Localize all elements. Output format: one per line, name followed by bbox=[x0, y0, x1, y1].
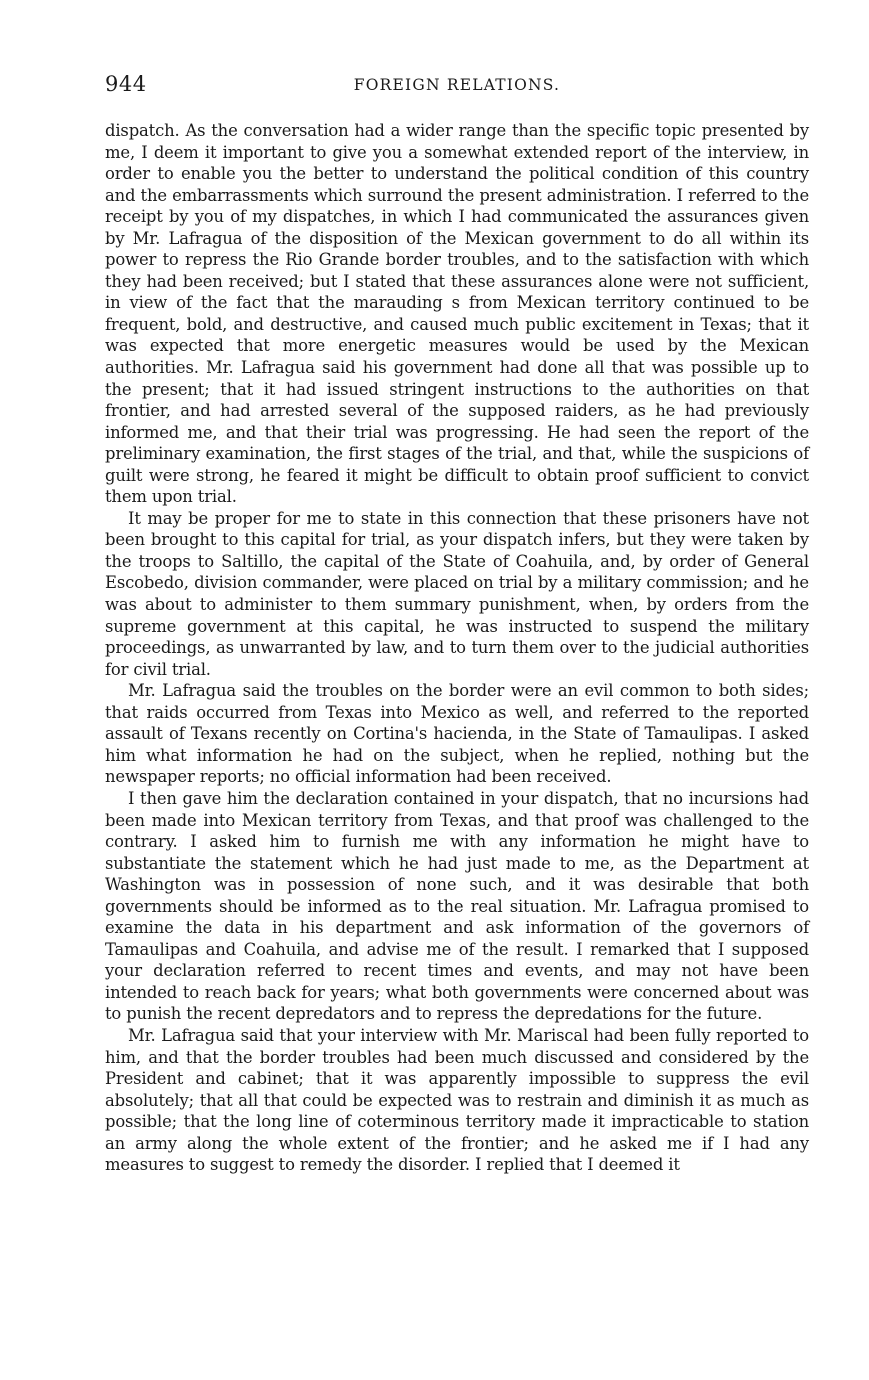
paragraph-1: dispatch. As the conversation had a wider range than the specific topic presented by me, I deem it important to give you a somewhat extended report of the interview, in order to enable you the better to understand the political condition of this country and the embarrassments which surround the present administration. I referred to the receipt by you of my dispatches, in which I had communicated the assurances given by Mr. Lafragua of the disposition of the Mexican government to do all within its power to repress the Rio Grande border troubles, and to the satisfaction with which they had been received; but I stated that these assurances alone were not sufficient, in view of the fact that the marauding s from Mexican territory continued to be frequent, bold, and destructive, and caused much public excitement in Texas; that it was expected that more energetic measures would be used by the Mexican authorities. Mr. Lafragua said his government had done all that was possible up to the present; that it had issued stringent instructions to the authorities on that frontier, and had arrested several of the supposed raiders, as he had previously informed me, and that their trial was progressing. He had seen the report of the preliminary examination, the first stages of the trial, and that, while the suspicions of guilt were strong, he feared it might be difficult to obtain proof sufficient to convict them upon trial. bbox=[105, 121, 809, 507]
page-number: 944 bbox=[105, 72, 147, 96]
paragraph-2: It may be proper for me to state in this connection that these prisoners have not been brought to this capital for trial, as your dispatch infers, but they were taken by the troops to Saltillo, the capital of the State of Coahuila, and, by order of General Escobedo, division commander, were placed on trial by a military commission; and he was about to administer to them summary punishment, when, by orders from the supreme government at this capital, he was instructed to suspend the military proceedings, as unwarranted by law, and to turn them over to the judicial authorities for civil trial. bbox=[105, 508, 809, 679]
paragraph-5: Mr. Lafragua said that your interview with Mr. Mariscal had been fully reported to him, and that the border troubles had been much discussed and considered by the President and cabinet; that it was apparently impossible to suppress the evil absolutely; that all that could be expected was to restrain and diminish it as much as possible; that the long line of coterminous territory made it impracticable to station an army along the whole extent of the frontier; and he asked me if I had any measures to suggest to remedy the disorder. I replied that I deemed it bbox=[105, 1025, 809, 1175]
paragraph-3: Mr. Lafragua said the troubles on the border were an evil common to both sides; that raids occurred from Texas into Mexico as well, and referred to the reported assault of Texans recently on Cortina's hacienda, in the State of Tamaulipas. I asked him what information he had on the subject, when he replied, nothing but the newspaper reports; no official information had been received. bbox=[105, 681, 809, 787]
running-head: FOREIGN RELATIONS. bbox=[353, 76, 561, 94]
body-text bbox=[105, 120, 809, 1176]
page-content bbox=[105, 70, 809, 1176]
paragraph-4: I then gave him the declaration contained in your dispatch, that no incursions had been made into Mexican territory from Texas, and that proof was challenged to the contrary. I asked him to furnish me with any information he might have to substantiate the statement which he had just made to me, as the Department at Washington was in possession of none such, and it was desirable that both governments should be informed as to the real situation. Mr. Lafragua promised to examine the data in his department and ask information of the governors of Tamaulipas and Coahuila, and advise me of the result. I remarked that I supposed your declaration referred to recent times and events, and may not have been intended to reach back for years; what both governments were concerned about was to punish the recent depredators and to repress the depredations for the future. bbox=[105, 788, 809, 1024]
page-header bbox=[105, 70, 809, 104]
